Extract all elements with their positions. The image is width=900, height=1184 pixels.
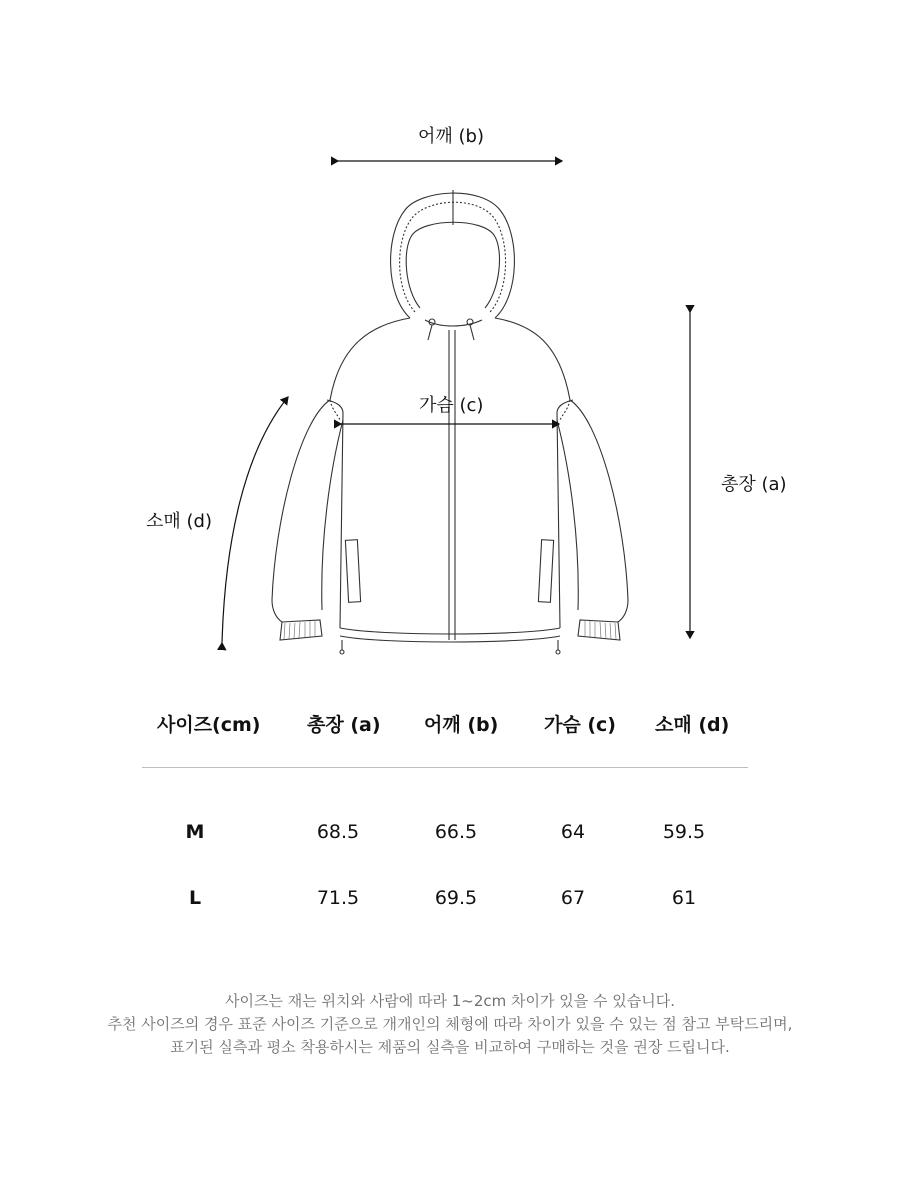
shoulder-cell: 69.5 — [434, 887, 478, 909]
size-cell: M — [185, 821, 205, 843]
sleeve-cell: 61 — [671, 887, 697, 909]
shoulder-cell: 66.5 — [434, 821, 478, 843]
note-line: 사이즈는 재는 위치와 사람에 따라 1~2cm 차이가 있을 수 있습니다. — [225, 992, 675, 1010]
header-length: 총장 (a) — [307, 714, 381, 736]
length-label: 총장 (a) — [721, 474, 787, 495]
sleeve-arrow — [222, 397, 288, 643]
header-sleeve: 소매 (d) — [655, 714, 730, 736]
size-cell: L — [188, 887, 202, 909]
header-shoulder: 어깨 (b) — [424, 714, 499, 736]
note-line: 추천 사이즈의 경우 표준 사이즈 기준으로 개개인의 체형에 따라 차이가 있을 수 있는 점 참고 부탁드리며, — [107, 1015, 793, 1033]
chest-cell: 64 — [560, 821, 586, 843]
shoulder-label: 어깨 (b) — [418, 126, 484, 147]
length-cell: 71.5 — [316, 887, 360, 909]
length-cell: 68.5 — [316, 821, 360, 843]
header-size: 사이즈(cm) — [157, 714, 261, 736]
sleeve-cell: 59.5 — [662, 821, 706, 843]
chest-label: 가슴 (c) — [419, 395, 484, 416]
size-notes — [0, 990, 900, 1059]
header-chest: 가슴 (c) — [544, 714, 616, 736]
chest-cell: 67 — [560, 887, 586, 909]
sleeve-label: 소매 (d) — [146, 511, 212, 532]
table-divider — [142, 767, 748, 768]
cuff-ribbing — [284, 621, 616, 639]
note-line: 표기된 실측과 평소 착용하시는 제품의 실측을 비교하여 구매하는 것을 권장 드립니다. — [170, 1038, 730, 1056]
hoodie-outline — [272, 190, 628, 654]
